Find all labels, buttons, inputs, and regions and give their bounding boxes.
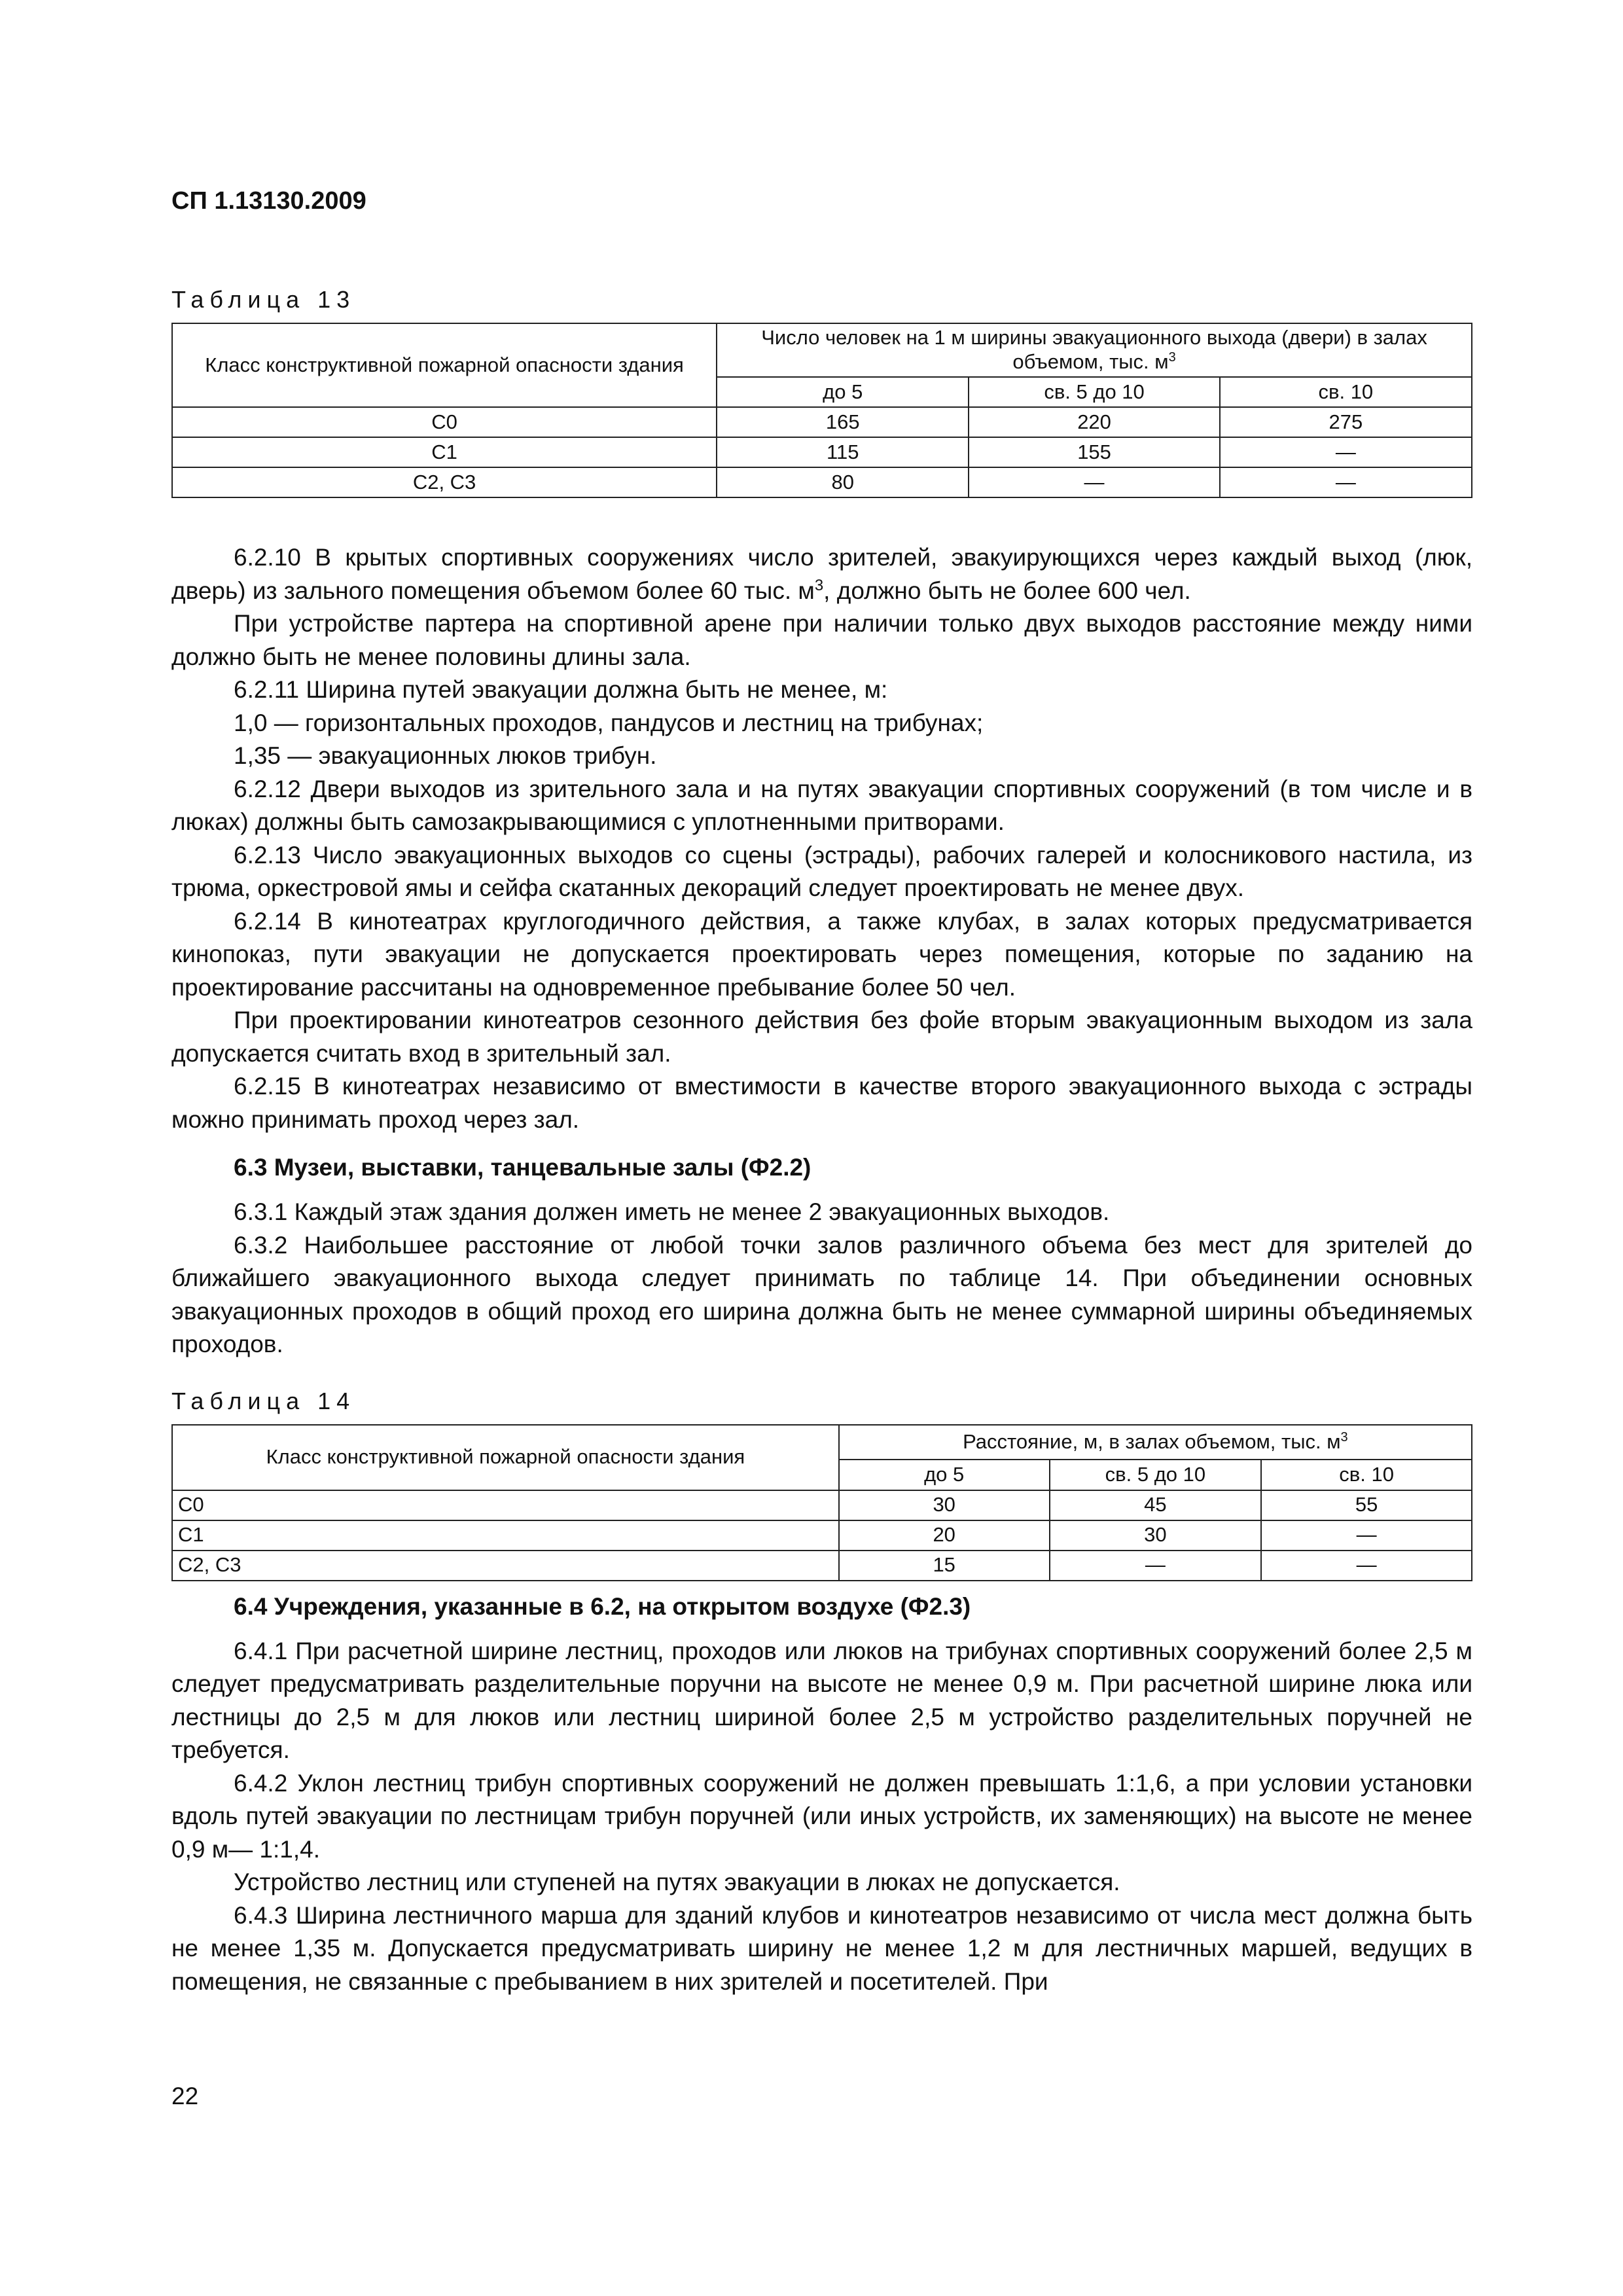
table-cell: 165	[717, 407, 969, 437]
paragraph-6-3-2: 6.3.2 Наибольшее расстояние от любой точки залов различного объема без мест для зрителей до ближайшего эвакуационного выхода следует принимать по таблице 14. При объединении основных эвакуационных проходов в общий проход его ширина должна быть не менее суммарной ширины объединяемых проходов.	[171, 1231, 1472, 1357]
table-cell: 220	[969, 407, 1219, 437]
paragraph: При устройстве партера на спортивной арене при наличии только двух выходов расстояние между ними должно быть не менее половины длины зала.	[171, 610, 1472, 670]
table-14-group-header: Расстояние, м, в залах объемом, тыс. $м^3$	[839, 1425, 1472, 1460]
table-13	[171, 323, 1472, 498]
paragraph: 1,35 — эвакуационных люков трибун.	[234, 742, 657, 769]
paragraph-6-2-12: 6.2.12 Двери выходов из зрительного зала и на путях эвакуации спортивных сооружений (в том числе и в люках) должны быть самозакрывающимися с уплотненными притворами.	[171, 775, 1472, 835]
table-cell: 15	[839, 1551, 1050, 1581]
table-cell: —	[1220, 437, 1472, 467]
table-14-row-header: Класс конструктивной пожарной опасности здания	[172, 1425, 839, 1490]
table-cell: 80	[717, 467, 969, 497]
paragraph: Устройство лестниц или ступеней на путях эвакуации в люках не допускается.	[234, 1869, 1120, 1895]
table-13-group-header: Число человек на 1 м ширины эвакуационного выхода (двери) в залах объемом, тыс. $м^3$	[717, 323, 1472, 377]
table-13-caption: Таблица 13	[171, 286, 356, 313]
table-cell-class: С2, С3	[172, 467, 717, 497]
section-6-4-body	[171, 1635, 1472, 1999]
paragraph-6-2-11: 6.2.11 Ширина путей эвакуации должна быть не менее, м:	[234, 676, 888, 703]
table-cell-class: С1	[172, 437, 717, 467]
table-14-col-header: до 5	[839, 1460, 1050, 1490]
paragraph-6-4-3: 6.4.3 Ширина лестничного марша для зданий клубов и кинотеатров независимо от числа мест должна быть не менее 1,35 м. Допускается предусматривать ширину не менее 1,2 м для лестничных маршей, ведущих в помещения, не связанные с пребыванием в них зрителей и посетителей. При	[171, 1901, 1472, 1995]
section-6-3-heading: 6.3 Музеи, выставки, танцевальные залы (Ф2.2)	[234, 1154, 812, 1181]
table-row	[172, 467, 1472, 497]
table-14-col-header: св. 10	[1261, 1460, 1472, 1490]
table-14	[171, 1424, 1472, 1581]
table-13-col-header: св. 5 до 10	[969, 377, 1219, 407]
paragraph-6-2-13: 6.2.13 Число эвакуационных выходов со сцены (эстрады), рабочих галерей и колосникового настила, из трюма, оркестровой ямы и сейфа скатанных декораций следует проектировать не менее двух.	[171, 841, 1472, 901]
paragraph-6-3-1: 6.3.1 Каждый этаж здания должен иметь не менее 2 эвакуационных выходов.	[234, 1198, 1110, 1225]
table-cell: 115	[717, 437, 969, 467]
document-id: СП 1.13130.2009	[171, 187, 366, 215]
paragraph-6-2-15: 6.2.15 В кинотеатрах независимо от вместимости в качестве второго эвакуационного выхода с эстрады можно принимать проход через зал.	[171, 1073, 1472, 1133]
table-cell: 55	[1261, 1490, 1472, 1520]
table-cell: —	[1261, 1551, 1472, 1581]
table-cell-class: С0	[172, 407, 717, 437]
table-cell: 20	[839, 1520, 1050, 1551]
paragraph-6-2-14: 6.2.14 В кинотеатрах круглогодичного действия, а также клубах, в залах которых предусматривается кинопоказ, пути эвакуации не допускается проектировать через помещения, которые по заданию на проектирование рассчитаны на одновременное пребывание более 50 чел.	[171, 907, 1472, 1001]
table-row	[172, 407, 1472, 437]
paragraph: При проектировании кинотеатров сезонного действия без фойе вторым эвакуационным выходом из зала допускается считать вход в зрительный зал.	[171, 1007, 1472, 1067]
table-cell-class: С1	[172, 1520, 839, 1551]
table-cell: 155	[969, 437, 1219, 467]
table-13-row-header: Класс конструктивной пожарной опасности здания	[172, 323, 717, 407]
table-cell: —	[1220, 467, 1472, 497]
page-number: 22	[171, 2083, 199, 2109]
table-14-caption: Таблица 14	[171, 1387, 356, 1414]
table-cell: —	[969, 467, 1219, 497]
table-row	[172, 1490, 1472, 1520]
table-row	[172, 437, 1472, 467]
paragraph-6-4-1: 6.4.1 При расчетной ширине лестниц, проходов или люков на трибунах спортивных сооружений более 2,5 м следует предусматривать разделительные поручни на высоте не менее 0,9 м. При расчетной ширине люка или лестницы до 2,5 м для люков или лестниц шириной более 2,5 м устройство разделительных поручней не требуется.	[171, 1637, 1472, 1763]
table-cell: 275	[1220, 407, 1472, 437]
table-cell: 45	[1050, 1490, 1262, 1520]
table-14-col-header: св. 5 до 10	[1050, 1460, 1262, 1490]
table-row	[172, 1551, 1472, 1581]
table-cell: 30	[839, 1490, 1050, 1520]
table-13-col-header: св. 10	[1220, 377, 1472, 407]
table-cell: —	[1050, 1551, 1262, 1581]
section-6-4-heading: 6.4 Учреждения, указанные в 6.2, на открытом воздухе (Ф2.3)	[234, 1592, 971, 1620]
table-13-col-header: до 5	[717, 377, 969, 407]
table-row	[172, 1520, 1472, 1551]
section-6-3-body	[171, 1196, 1472, 1361]
table-cell: —	[1261, 1520, 1472, 1551]
table-cell-class: С0	[172, 1490, 839, 1520]
table-cell-class: С2, С3	[172, 1551, 839, 1581]
section-6-2-body	[171, 541, 1472, 1136]
paragraph-6-4-2: 6.4.2 Уклон лестниц трибун спортивных сооружений не должен превышать 1:1,6, а при условии установки вдоль путей эвакуации по лестницам трибун поручней (или иных устройств, их заменяющих) на высоте не менее 0,9 м— 1:1,4.	[171, 1769, 1472, 1863]
table-cell: 30	[1050, 1520, 1262, 1551]
paragraph: 1,0 — горизонтальных проходов, пандусов и лестниц на трибунах;	[234, 709, 984, 736]
paragraph-6-2-10: 6.2.10 В крытых спортивных сооружениях число зрителей, эвакуирующихся через каждый выход (люк, дверь) из зального помещения объемом более 60 тыс. $м^3$, должно быть не более 600 чел.	[171, 544, 1472, 604]
